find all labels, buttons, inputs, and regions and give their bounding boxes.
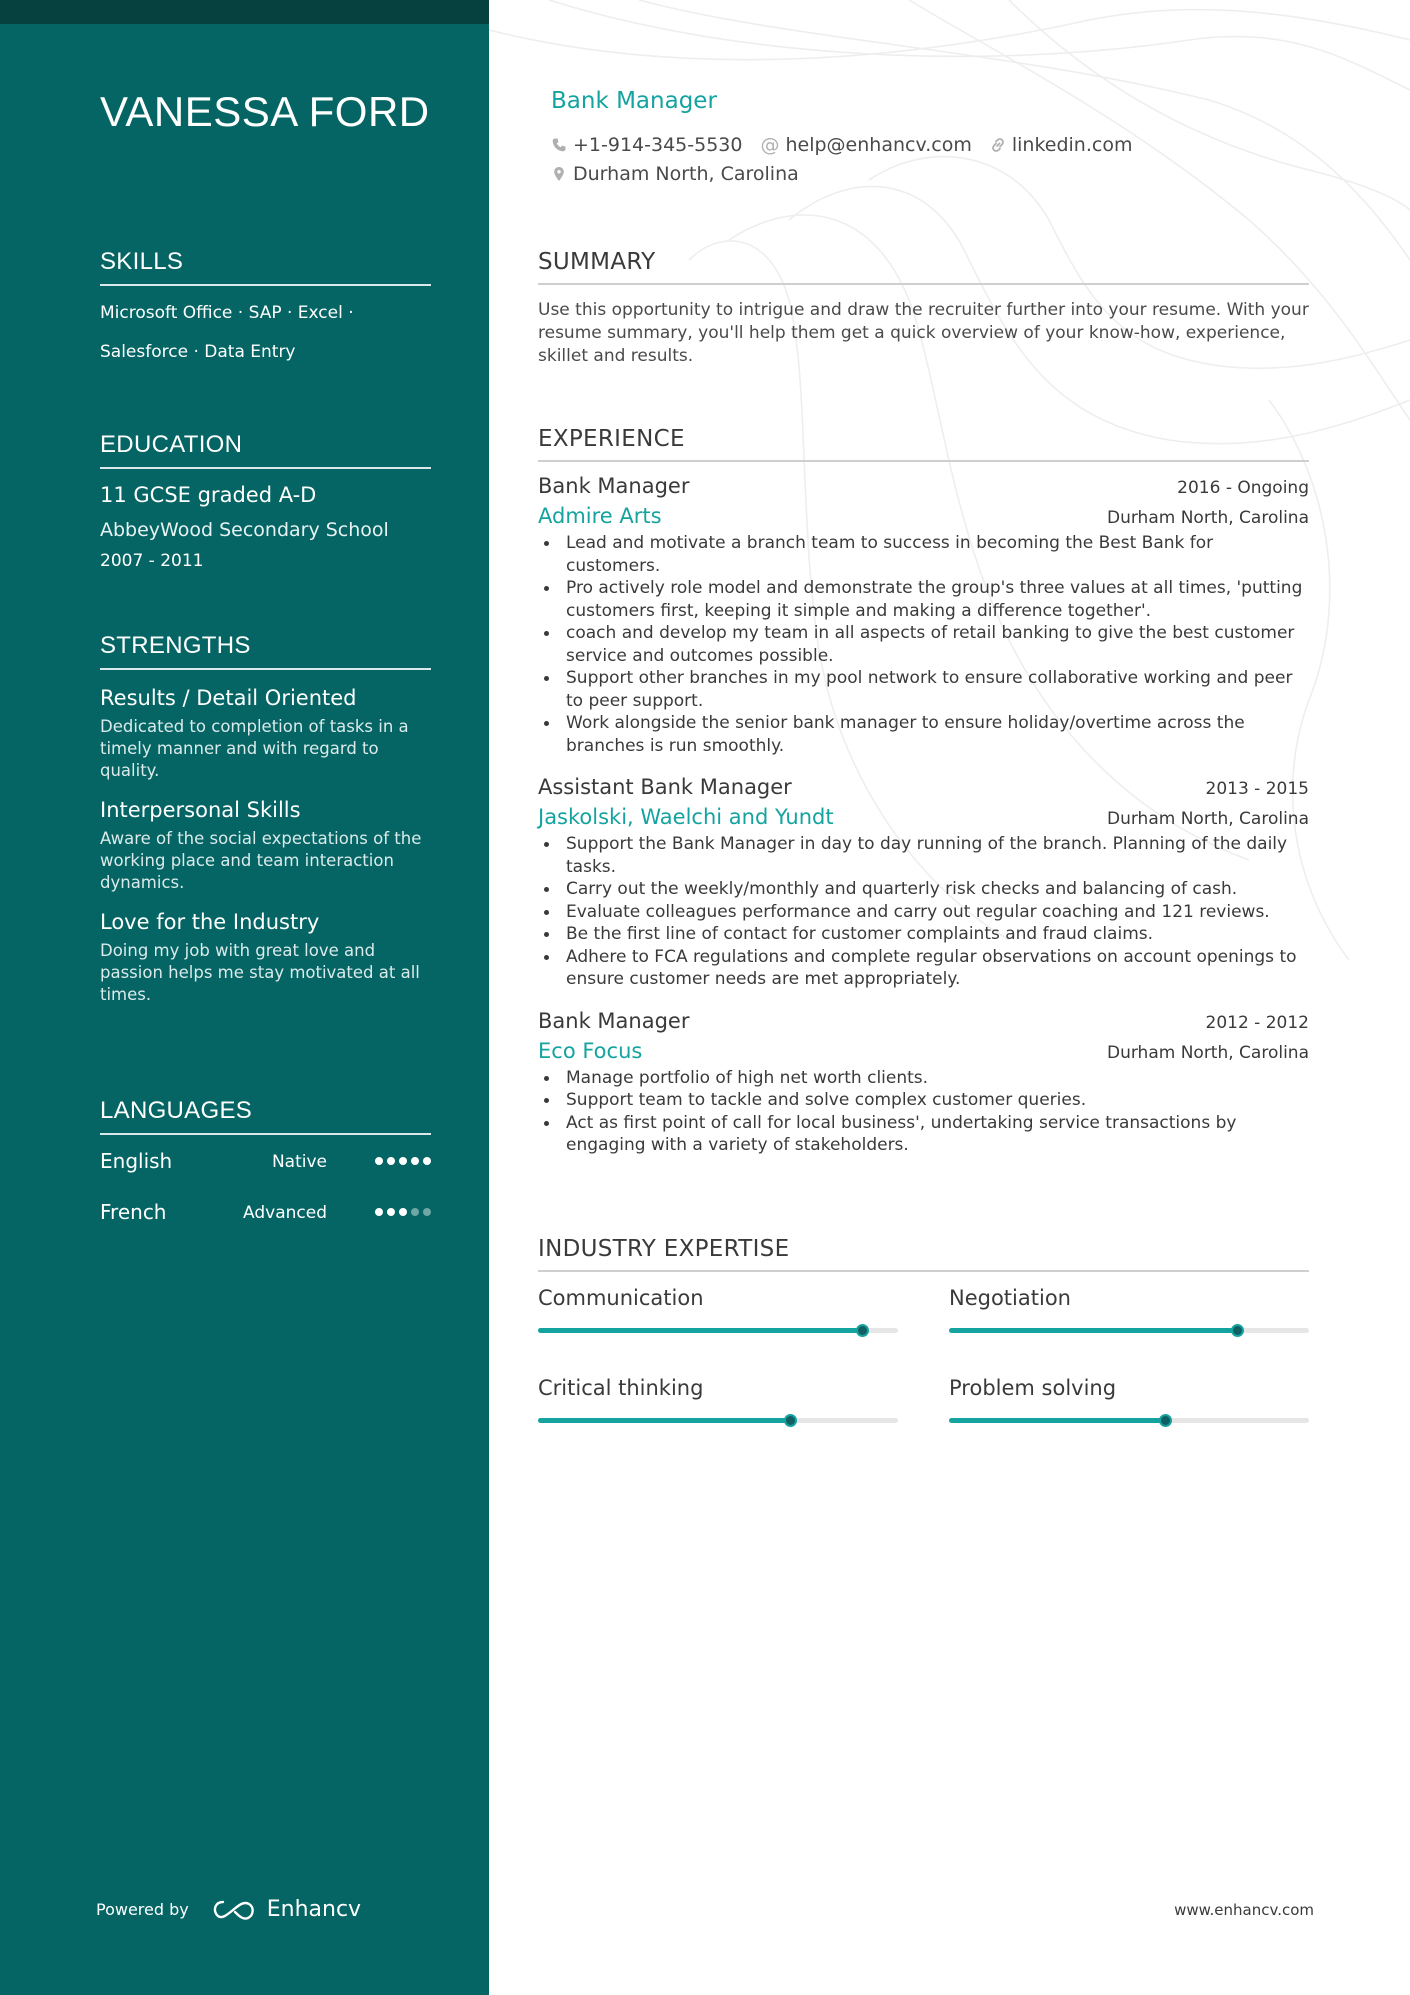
main-content bbox=[489, 0, 1410, 1995]
job-bullet: Support other branches in my pool network to ensure collaborative working and peer to peer support. bbox=[538, 667, 1309, 712]
job-dates: 2016 - Ongoing bbox=[1177, 478, 1309, 498]
job-bullet: Carry out the weekly/monthly and quarterly risk checks and balancing of cash. bbox=[538, 878, 1309, 901]
language-level: Advanced bbox=[243, 1203, 327, 1223]
expertise-bar bbox=[949, 1328, 1309, 1333]
education-heading: EDUCATION bbox=[100, 431, 431, 469]
job-dates: 2013 - 2015 bbox=[1205, 779, 1309, 799]
expertise-bar-knob bbox=[856, 1324, 869, 1337]
language-level: Native bbox=[271, 1152, 327, 1172]
footer-url[interactable]: www.enhancv.com bbox=[1174, 1901, 1314, 1919]
job-location: Durham North, Carolina bbox=[1106, 1042, 1309, 1063]
strength-item bbox=[100, 910, 431, 1006]
job-bullet: Evaluate colleagues performance and carry out regular coaching and 121 reviews. bbox=[538, 901, 1309, 924]
language-name: French bbox=[100, 1200, 167, 1224]
strengths-heading: STRENGTHS bbox=[100, 632, 431, 670]
job-bullets bbox=[538, 833, 1309, 991]
job-bullet: Support the Bank Manager in day to day running of the branch. Planning of the daily tasks. bbox=[538, 833, 1309, 878]
job-subheader bbox=[538, 1039, 1309, 1063]
language-rating bbox=[375, 1157, 431, 1165]
expertise-name: Problem solving bbox=[949, 1376, 1117, 1400]
job-dates: 2012 - 2012 bbox=[1205, 1012, 1309, 1033]
contact-location bbox=[551, 163, 799, 185]
job-company: Eco Focus bbox=[538, 1038, 643, 1063]
expertise-item bbox=[538, 1284, 898, 1374]
strength-title: Interpersonal Skills bbox=[100, 798, 301, 822]
strength-item bbox=[100, 798, 431, 894]
expertise-bar-knob bbox=[1231, 1324, 1244, 1337]
strengths-section bbox=[100, 632, 431, 1006]
job-bullet: Manage portfolio of high net worth clients. bbox=[538, 1067, 1309, 1090]
enhancv-logo-icon bbox=[211, 1899, 257, 1921]
rating-dot-filled bbox=[399, 1208, 407, 1216]
summary-section bbox=[538, 249, 1309, 368]
expertise-bar-fill bbox=[949, 1418, 1165, 1423]
job-company: Jaskolski, Waelchi and Yundt bbox=[538, 805, 834, 829]
job-bullets bbox=[538, 1067, 1309, 1157]
expertise-bar-fill bbox=[538, 1418, 790, 1423]
contact-email[interactable] bbox=[760, 134, 971, 156]
job-bullet: Act as first point of call for local business', undertaking service transactions by engaging with a variety of stakeholders. bbox=[538, 1112, 1309, 1157]
job-bullet: coach and develop my team in all aspects of retail banking to give the best customer service and outcomes possible. bbox=[538, 622, 1309, 667]
education-school: AbbeyWood Secondary School bbox=[100, 519, 389, 541]
job-subheader bbox=[538, 805, 1309, 829]
sidebar-top-bar bbox=[0, 0, 489, 24]
expertise-item bbox=[949, 1284, 1309, 1374]
job-header bbox=[538, 775, 1309, 799]
skills-list bbox=[100, 294, 431, 372]
rating-dot-filled bbox=[411, 1157, 419, 1165]
candidate-name: VANESSA FORD bbox=[100, 88, 430, 135]
language-name: English bbox=[100, 1149, 173, 1173]
expertise-item bbox=[949, 1374, 1309, 1464]
job-header bbox=[538, 474, 1309, 498]
phone-icon bbox=[551, 137, 567, 153]
contact-linkedin[interactable] bbox=[990, 134, 1133, 156]
powered-by-label: Powered by bbox=[96, 1900, 189, 1919]
experience-heading: EXPERIENCE bbox=[538, 426, 1309, 462]
expertise-bar bbox=[538, 1418, 898, 1423]
contact-row bbox=[551, 163, 799, 185]
strength-title: Love for the Industry bbox=[100, 910, 320, 934]
contact-row bbox=[551, 134, 1132, 156]
expertise-name: Negotiation bbox=[949, 1286, 1071, 1310]
skills-section bbox=[100, 248, 431, 372]
expertise-item bbox=[538, 1374, 898, 1464]
education-degree: 11 GCSE graded A-D bbox=[100, 483, 317, 507]
job-location: Durham North, Carolina bbox=[1106, 809, 1309, 829]
enhancv-logo[interactable] bbox=[211, 1897, 361, 1922]
job-bullet: Support team to tackle and solve complex customer queries. bbox=[538, 1089, 1309, 1112]
rating-dot-empty bbox=[423, 1208, 431, 1216]
industry-expertise-section bbox=[538, 1236, 1309, 1464]
job-role: Assistant Bank Manager bbox=[538, 775, 792, 799]
expertise-bar-knob bbox=[784, 1414, 797, 1427]
summary-heading: SUMMARY bbox=[538, 249, 1309, 285]
job-role: Bank Manager bbox=[538, 474, 690, 498]
skills-line: Salesforce · Data Entry bbox=[100, 342, 296, 362]
job-bullets bbox=[538, 532, 1309, 757]
industry-expertise-heading: INDUSTRY EXPERTISE bbox=[538, 1236, 1309, 1272]
linkedin-text: linkedin.com bbox=[1011, 134, 1133, 156]
location-text: Durham North, Carolina bbox=[573, 163, 799, 185]
experience-entry bbox=[538, 474, 1309, 757]
job-subheader bbox=[538, 504, 1309, 528]
expertise-bar bbox=[538, 1328, 898, 1333]
job-role: Bank Manager bbox=[538, 1008, 690, 1033]
job-bullet: Be the first line of contact for customer complaints and fraud claims. bbox=[538, 923, 1309, 946]
strength-description: Doing my job with great love and passion helps me stay motivated at all times. bbox=[100, 941, 420, 1004]
language-rating bbox=[375, 1208, 431, 1216]
language-row bbox=[100, 1135, 431, 1186]
contact-phone[interactable] bbox=[551, 134, 742, 156]
rating-dot-filled bbox=[387, 1208, 395, 1216]
rating-dot-filled bbox=[375, 1157, 383, 1165]
expertise-bar bbox=[949, 1418, 1309, 1423]
experience-section bbox=[538, 426, 1309, 1157]
rating-dot-filled bbox=[375, 1208, 383, 1216]
location-pin-icon bbox=[551, 166, 567, 182]
skills-line: Microsoft Office · SAP · Excel · bbox=[100, 303, 354, 323]
expertise-bar-fill bbox=[949, 1328, 1237, 1333]
email-text: help@enhancv.com bbox=[785, 134, 972, 156]
job-company: Admire Arts bbox=[538, 504, 662, 528]
strength-description: Dedicated to completion of tasks in a timely manner and with regard to quality. bbox=[100, 717, 409, 780]
education-section bbox=[100, 431, 431, 571]
job-title: Bank Manager bbox=[551, 88, 717, 114]
link-icon bbox=[990, 137, 1006, 153]
job-bullet: Pro actively role model and demonstrate the group's three values at all times, 'putting customers first, keeping it simple and making a difference together'. bbox=[538, 577, 1309, 622]
powered-by bbox=[96, 1897, 361, 1922]
skills-heading: SKILLS bbox=[100, 248, 431, 286]
job-bullet: Lead and motivate a branch team to success in becoming the Best Bank for customers. bbox=[538, 532, 1309, 577]
sidebar bbox=[0, 0, 489, 1995]
summary-text: Use this opportunity to intrigue and draw the recruiter further into your resume. With your resume summary, you'll help them get a quick overview of your know-how, experience, skillet and results. bbox=[538, 300, 1309, 366]
job-location: Durham North, Carolina bbox=[1106, 508, 1309, 528]
enhancv-brand-name: Enhancv bbox=[266, 1897, 362, 1922]
language-row bbox=[100, 1186, 431, 1237]
job-bullet: Adhere to FCA regulations and complete regular observations on account openings to ensure customer needs are met appropriately. bbox=[538, 946, 1309, 991]
languages-section bbox=[100, 1097, 431, 1237]
rating-dot-filled bbox=[387, 1157, 395, 1165]
phone-text: +1-914-345-5530 bbox=[573, 134, 743, 156]
strength-item bbox=[100, 686, 431, 782]
experience-entry bbox=[538, 1009, 1309, 1157]
expertise-grid bbox=[538, 1284, 1309, 1464]
expertise-bar-fill bbox=[538, 1328, 862, 1333]
rating-dot-empty bbox=[411, 1208, 419, 1216]
languages-heading: LANGUAGES bbox=[100, 1097, 431, 1135]
job-header bbox=[538, 1009, 1309, 1033]
rating-dot-filled bbox=[399, 1157, 407, 1165]
expertise-bar-knob bbox=[1159, 1414, 1172, 1427]
at-icon: @ bbox=[760, 134, 780, 156]
job-bullet: Work alongside the senior bank manager to ensure holiday/overtime across the branches is run smoothly. bbox=[538, 712, 1309, 757]
expertise-name: Critical thinking bbox=[538, 1376, 704, 1400]
strength-description: Aware of the social expectations of the working place and team interaction dynamics. bbox=[100, 829, 422, 892]
expertise-name: Communication bbox=[538, 1286, 704, 1310]
strength-title: Results / Detail Oriented bbox=[100, 686, 357, 710]
rating-dot-filled bbox=[423, 1157, 431, 1165]
experience-entry bbox=[538, 775, 1309, 991]
education-dates: 2007 - 2011 bbox=[100, 551, 204, 571]
